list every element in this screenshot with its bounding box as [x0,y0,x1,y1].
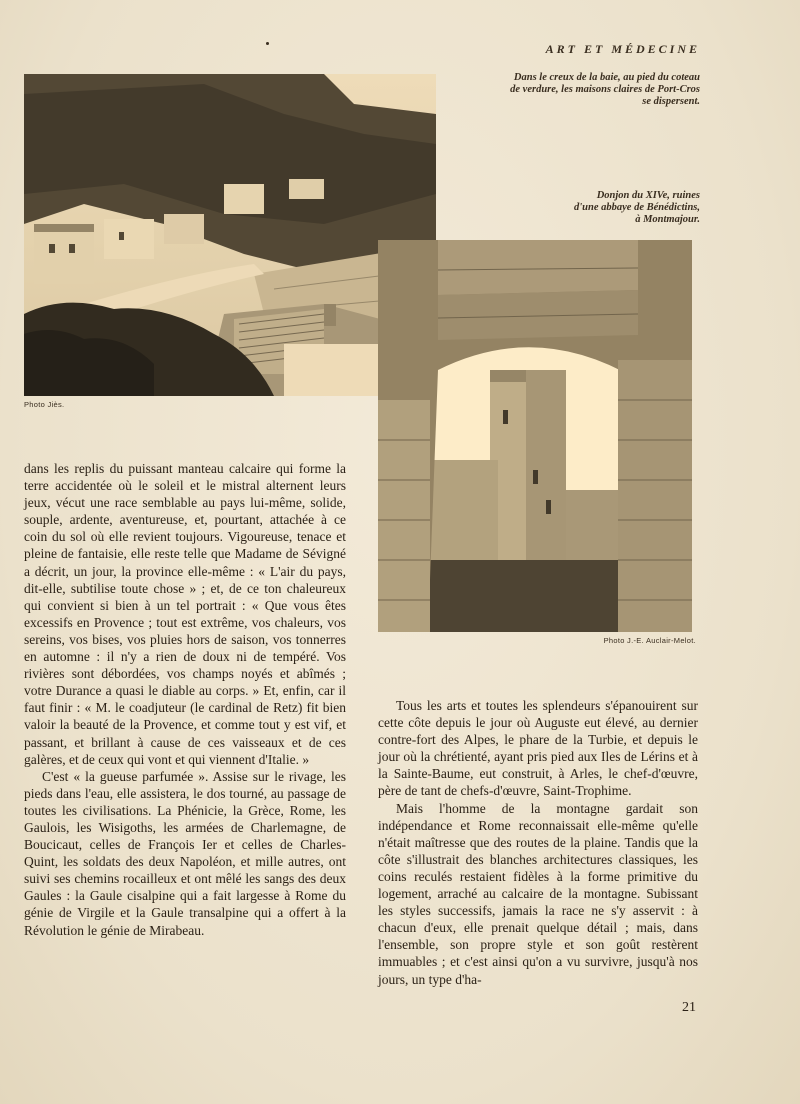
photo-credit-auclair-melot: Photo J.-E. Auclair-Melot. [603,636,696,645]
photo-port-cros [24,74,436,396]
paragraph-right-1: Tous les arts et toutes les splendeurs s'épanouirent sur cette côte depuis le jour où Auguste eut élevé, au dernier contre-fort des Alpes, le phare de la Turbie, et depuis le jour où la chrétienté, ayant pris pied aux Iles de Lérins et à la Sainte-Baume, eut construit, à Arles, le chef-d'œuvre, père de tant de chefs-d'œuvre, Saint-Trophime. [378,698,698,799]
paragraph-left-1: dans les replis du puissant manteau calcaire qui forme la terre accidentée où le soleil et le mistral alternent leurs jeux, vécut une race semblable au pays lui-même, solide, souple, ardente, aventureuse, et, pourtant, attachée à ce coin du sol où elle revient toujours. Vigoureuse, tenace et pleine de fantaisie, elle reste telle que Madame de Sévigné a décrit, un jour, la province elle-même : « L'air du pays, dit-elle, subtilise toute chose » ; et, de ce ton chaleureux qui convient si bien à un tel portrait : « Que vous êtes excessifs en Provence ; tout est extrême, vos chaleurs, vos sereins, vos bises, vos pluies hors de saison, vos tonnerres en automne : il n'y a rien de doux ni de tempéré. Vos rivières sont débordées, vos champs noyés et abîmés ; votre Durance a quasi le diable au corps. » Et, enfin, car il faut finir : « M. le coadjuteur (le cardinal de Retz) fit bien valoir la beauté de la Provence, et comme tout y est vif, et passant, et brillant à cause de ces vaisseaux et de ces galères, et de ceux qui vont et qui viennent d'Italie. » [24,461,346,767]
montmajour-illustration [378,240,692,632]
page-number: 21 [682,1000,696,1015]
print-speck [266,42,269,45]
running-title: ART ET MÉDECINE [545,42,700,56]
photo-credit-jies: Photo Jiès. [24,400,65,409]
text-column-right [378,697,698,988]
text-column-left [24,460,346,939]
photo-montmajour [378,240,692,632]
caption-port-cros: Dans le creux de la baie, au pied du coteau de verdure, les maisons claires de Port-Cros se dispersent. [510,72,700,107]
caption-montmajour: Donjon du XIVe, ruines d'une abbaye de Bénédictins, à Montmajour. [574,190,700,225]
paragraph-right-2: Mais l'homme de la montagne gardait son indépendance et Rome reconnaissait elle-même qu'elle n'était maîtresse que des routes de la plaine. Tandis que la côte s'illustrait des blanches architectures classiques, les coins reculés restaient fidèles à la forme primitive du logement, arraché au calcaire de la montagne. Subissant les styles successifs, jamais la race ne s'y asservit : à chacun d'eux, elle prenait quelque détail ; mais, dans l'ensemble, son propre style et son goût restèrent immuables ; et c'est ainsi qu'on a vu survivre, jusqu'à nos jours, un type d'ha- [378,800,698,987]
paragraph-left-2: C'est « la gueuse parfumée ». Assise sur le rivage, les pieds dans l'eau, elle assistera, le dos tourné, au passage de toutes les civilisations. La Phénicie, la Grèce, Rome, les Gaulois, les Wisigoths, les armées de Charlemagne, de Boucicaut, celles de François Ier et celles de Charles-Quint, les soldats des deux Napoléon, et mille autres, ont suivi ses chemins rocailleux et ont mêlé les sangs des deux Gaules : la Gaule cisalpine qui a fait largesse à Rome du génie de Virgile et la Gaule transalpine qui a offert à la Révolution le génie de Mirabeau. [24,768,346,938]
port-cros-illustration [24,74,436,396]
